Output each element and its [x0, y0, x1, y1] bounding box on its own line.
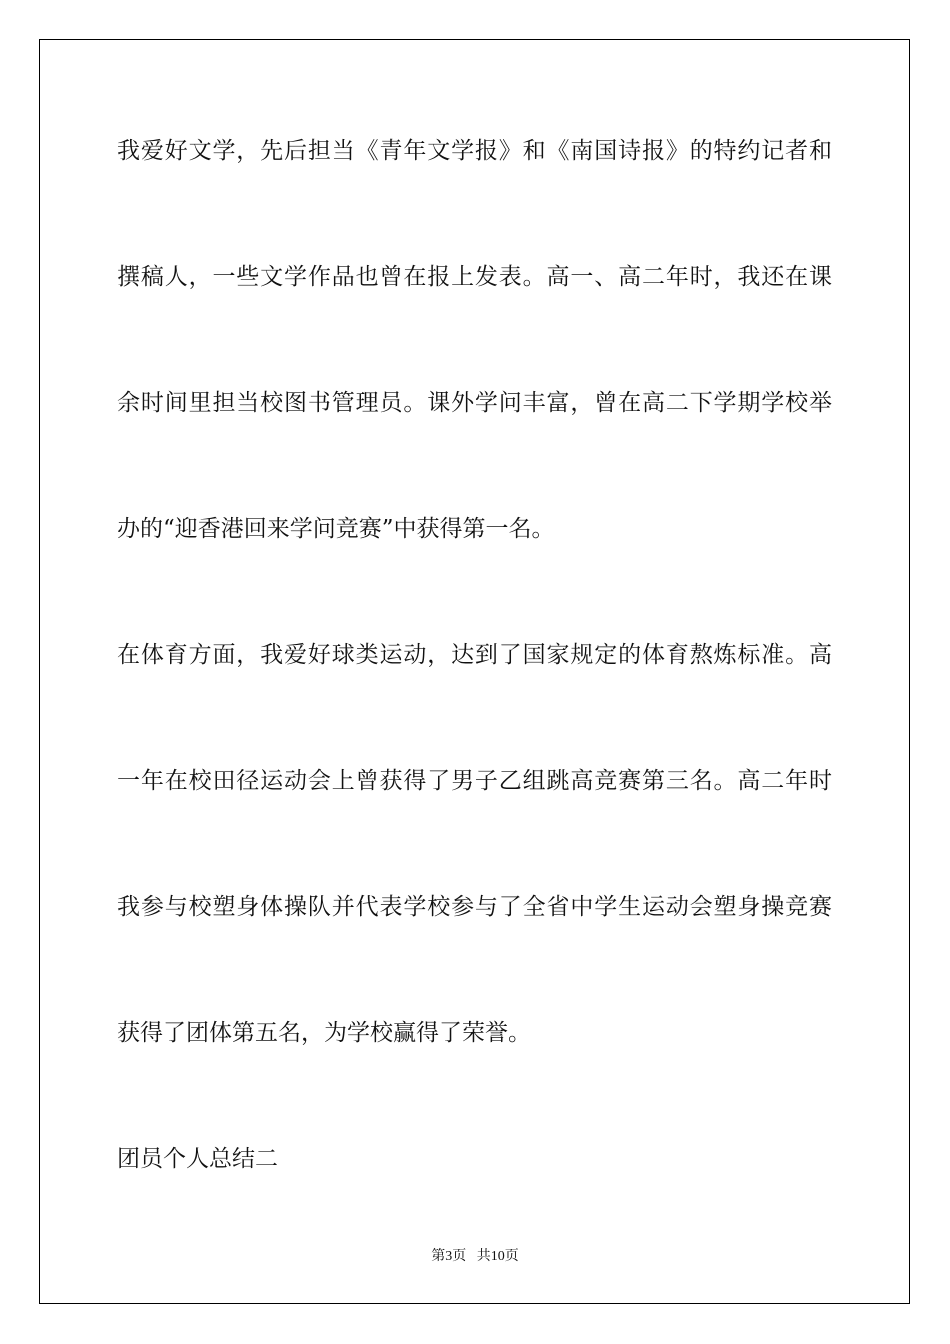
text-line: 撰稿人，一些文学作品也曾在报上发表。高一、高二年时，我还在课 [117, 264, 832, 290]
page-number: 第3页 [431, 1249, 467, 1264]
paragraph-literature [117, 120, 832, 561]
text-line: 办的“迎香港回来学问竞赛”中获得第一名。 [117, 516, 555, 542]
text-line: 余时间里担当校图书管理员。课外学问丰富，曾在高二下学期学校举 [117, 390, 832, 416]
text-line: 我爱好文学，先后担当《青年文学报》和《南国诗报》的特约记者和 [117, 138, 832, 164]
text-line: 在体育方面，我爱好球类运动，达到了国家规定的体育熬炼标准。高 [117, 642, 832, 668]
text-line: 我参与校塑身体操队并代表学校参与了全省中学生运动会塑身操竞赛 [117, 894, 832, 920]
text-line: 获得了团体第五名，为学校赢得了荣誉。 [117, 1020, 531, 1046]
paragraph-sports [117, 624, 832, 1065]
text-line: 一年在校田径运动会上曾获得了男子乙组跳高竞赛第三名。高二年时 [117, 768, 832, 794]
document-body [117, 120, 832, 1191]
section-heading: 团员个人总结二 [117, 1146, 278, 1172]
page-footer [0, 1245, 950, 1265]
page-total: 共10页 [476, 1249, 519, 1264]
